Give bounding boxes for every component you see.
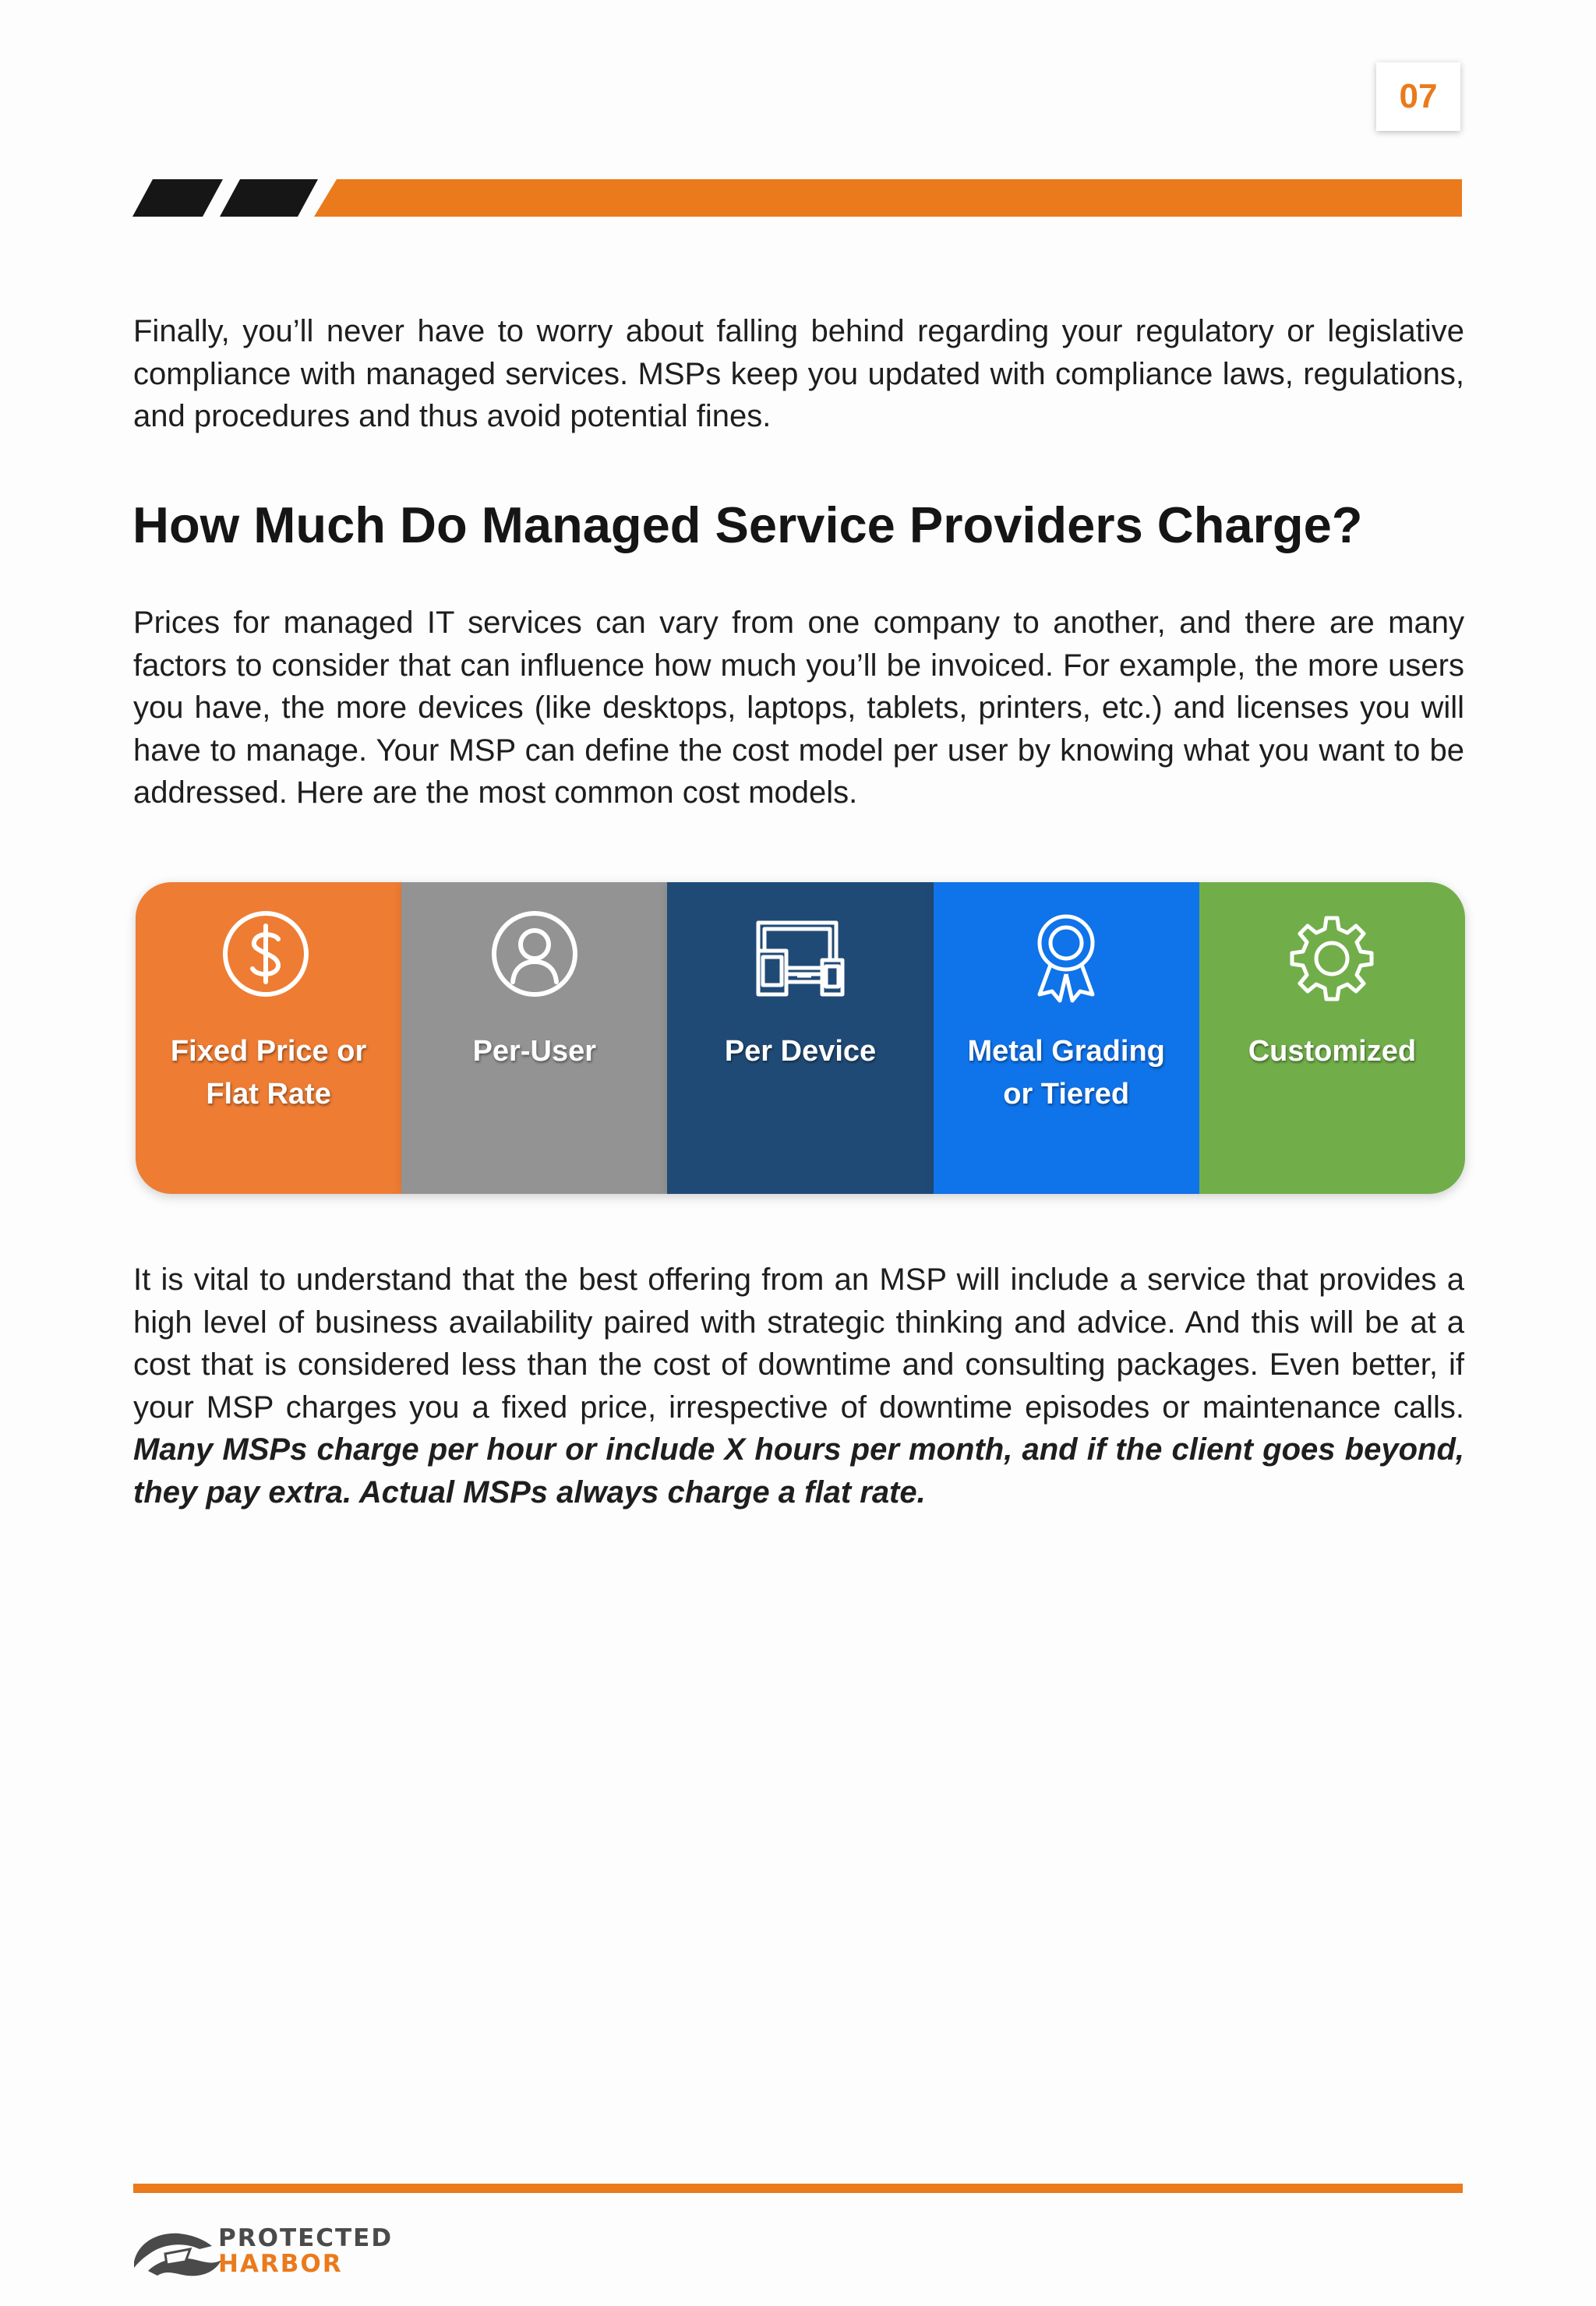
cost-model-label: Metal Grading or Tiered — [967, 1035, 1165, 1111]
brand-name-line2: HARBOR — [218, 2250, 343, 2278]
gear-icon — [1284, 910, 1380, 1007]
pricing-intro-paragraph: Prices for managed IT services can vary from one company to another, and there are many factors to consider that can influence how much you’ll be invoiced. For example, the more users you have, the more devices (like desktops, laptops, tablets, printers, etc.) and licenses you will have to manage. Your MSP can define the cost model per user by knowing what you want to be addressed. Here are the most common cost models. — [133, 606, 1464, 810]
cost-model-customized — [1199, 882, 1465, 1194]
cost-model-label: Fixed Price or Flat Rate — [170, 1035, 367, 1111]
user-circle-icon — [486, 910, 583, 1007]
brand-logo — [131, 2221, 393, 2282]
intro-paragraph: Finally, you’ll never have to worry about falling behind regarding your regulatory or legislative compliance with managed services. MSPs keep you updated with compliance laws, regulations, and procedures and thus avoid potential fines. — [133, 314, 1464, 433]
cost-model-fixed-price — [136, 882, 401, 1194]
footer-rule — [133, 2184, 1463, 2193]
cost-model-label: Per-User — [472, 1035, 596, 1068]
header-stripe-decoration — [132, 179, 1465, 220]
closing-paragraph — [133, 1259, 1464, 1513]
cost-model-label: Per Device — [724, 1035, 877, 1068]
devices-icon — [752, 910, 849, 1007]
harbor-swirl-icon — [131, 2221, 224, 2282]
cost-models-strip — [136, 882, 1465, 1194]
brand-name-line1: PROTECTED — [218, 2224, 394, 2252]
cost-model-metal-grading — [934, 882, 1199, 1194]
cost-model-per-device — [667, 882, 933, 1194]
award-ribbon-icon — [1018, 910, 1114, 1007]
closing-paragraph-text: It is vital to understand that the best offering from an MSP will include a service that provides a high level of business availability paired with strategic thinking and advice. And this will be at a cost that is considered less than the cost of downtime and consulting packages. Even better, if your MSP charges you a fixed price, irrespective of downtime episodes or maintenance calls. — [133, 1262, 1464, 1425]
cost-model-per-user — [401, 882, 667, 1194]
section-heading: How Much Do Managed Service Providers Charge? — [132, 496, 1363, 553]
brand-name — [218, 2226, 393, 2277]
closing-paragraph-emphasis: Many MSPs charge per hour or include X hours per month, and if the client goes beyond, they pay extra. Actual MSPs always charge a flat rate. — [133, 1432, 1464, 1510]
dollar-circle-icon — [221, 910, 317, 1007]
cost-model-label: Customized — [1248, 1035, 1417, 1068]
page-number: 07 — [1376, 62, 1460, 131]
